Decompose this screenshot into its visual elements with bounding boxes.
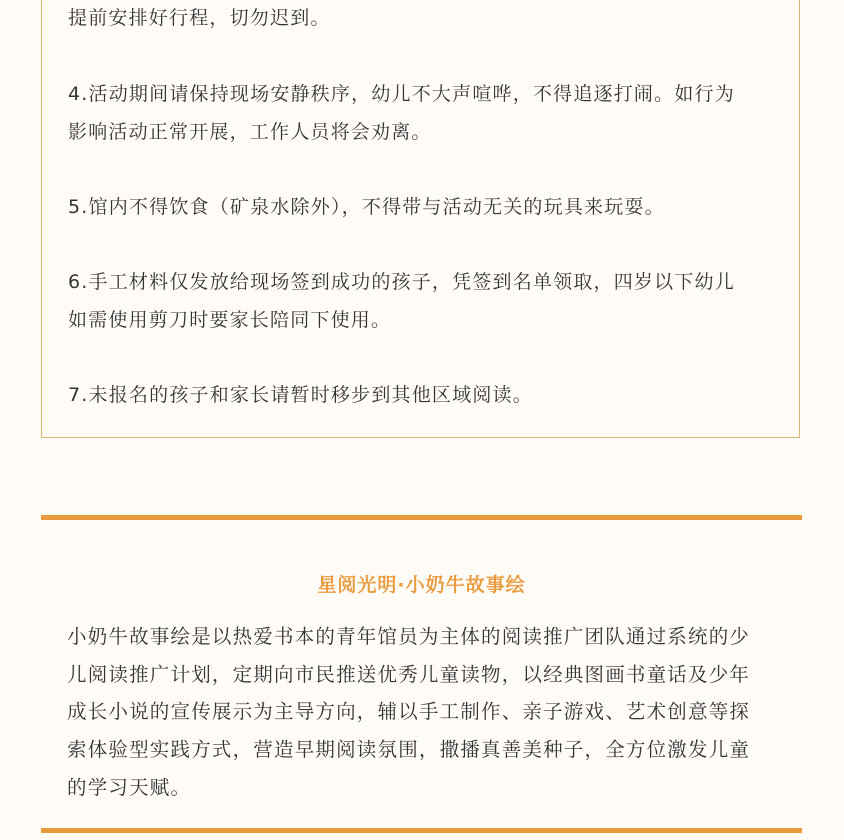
notice-rule-7: 7.未报名的孩子和家长请暂时移步到其他区域阅读。 <box>68 384 533 406</box>
intro-paragraph-line-5: 的学习天赋。 <box>67 776 192 799</box>
notice-line-arrive-early: 提前安排好行程，切勿迟到。 <box>68 7 331 29</box>
activity-notice-box <box>41 0 800 438</box>
intro-paragraph-line-2: 儿阅读推广计划，定期向市民推送优秀儿童读物，以经典图画书童话及少年 <box>67 663 751 686</box>
story-program-intro <box>41 515 802 833</box>
intro-paragraph-line-3: 成长小说的宣传展示为主导方向，辅以手工制作、亲子游戏、艺术创意等探 <box>67 700 751 723</box>
notice-rule-4-line-1: 4.活动期间请保持现场安静秩序，幼儿不大声喧哗，不得追逐打闹。如行为 <box>68 83 735 105</box>
notice-rule-6-line-1: 6.手工材料仅发放给现场签到成功的孩子，凭签到名单领取，四岁以下幼儿 <box>68 271 735 293</box>
intro-paragraph-line-1: 小奶牛故事绘是以热爱书本的青年馆员为主体的阅读推广团队通过系统的少 <box>67 625 751 648</box>
notice-rule-6-line-2: 如需使用剪刀时要家长陪同下使用。 <box>68 309 392 331</box>
notice-rule-4-line-2: 影响活动正常开展，工作人员将会劝离。 <box>68 121 432 143</box>
notice-rule-5: 5.馆内不得饮食（矿泉水除外），不得带与活动无关的玩具来玩耍。 <box>68 196 665 218</box>
section-title: 星阅光明·小奶牛故事绘 <box>317 574 526 596</box>
intro-paragraph-line-4: 索体验型实践方式，营造早期阅读氛围，撒播真善美种子，全方位激发儿童 <box>67 738 751 761</box>
